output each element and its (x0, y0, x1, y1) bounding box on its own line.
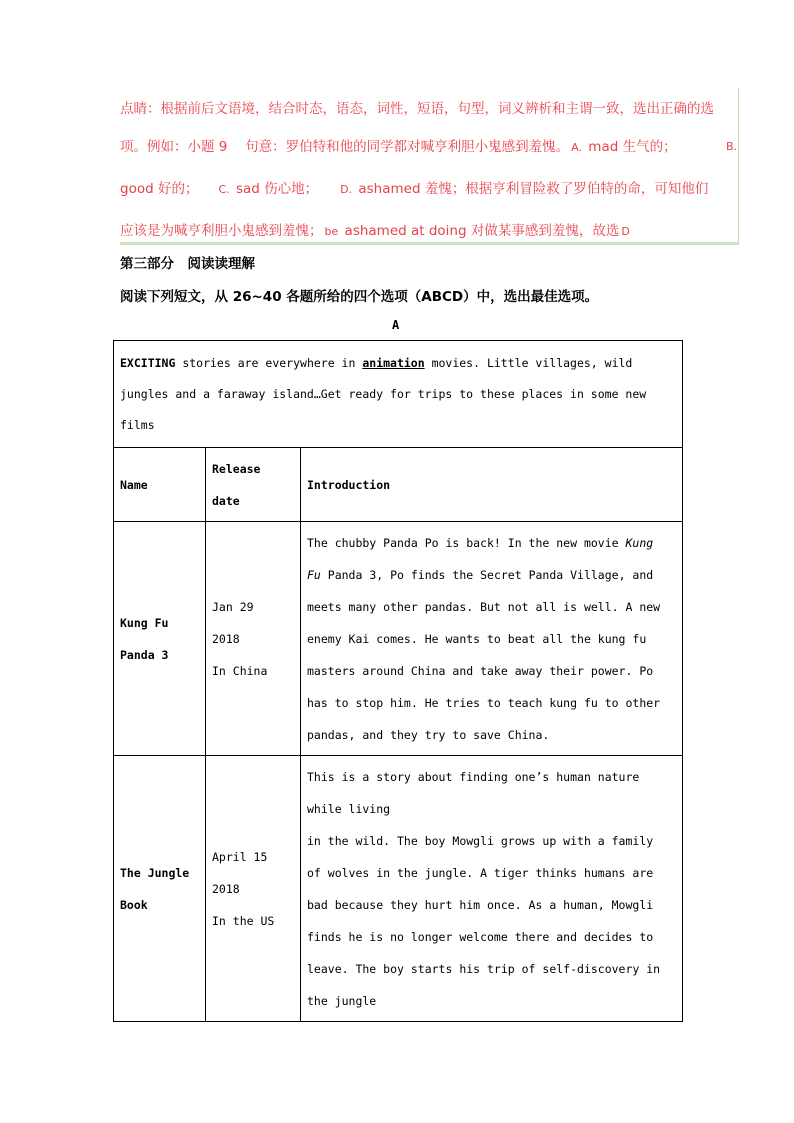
reading-instruction: 阅读下列短文，从 26~40 各题所给的四个选项（ABCD）中，选出最佳选项。 (120, 289, 599, 305)
film-introduction: This is a story about finding one’s human nature while living in the wild. The boy Mowgli grows up with a family of wolves in the jungle. A tiger thinks humans are bad because they hurt him once. As a human, Mowgli finds he is no longer welcome there and decides to leave. The boy starts his trip of self-discovery in the jungle (301, 756, 683, 1022)
animation-word: animation (362, 355, 425, 370)
film-row-kung-fu-panda (114, 522, 683, 756)
header-release-date: Release date (206, 448, 301, 522)
explanation-line-2: 项。例如：小题 9 句意：罗伯特和他的同学都对喊亨利胆小鬼感到羞愧。 A. mad 生气的； (120, 139, 677, 155)
film-release: April 15 2018 In the US (206, 756, 301, 1022)
intro-cell: EXCITING stories are everywhere in animation movies. Little villages, wild jungles and a faraway island…Get ready for trips to these places in some new films (114, 341, 683, 448)
header-row (114, 448, 683, 522)
option-b-label: B. (726, 140, 738, 153)
explanation-line-1: 点睛：根据前后文语境，结合时态，语态，词性，短语，句型，词义辨析和主谓一致，选出正确的选 (120, 101, 714, 117)
intro-row (114, 341, 683, 448)
answer-explanation-box (120, 88, 739, 245)
film-table (113, 340, 683, 1022)
film-release: Jan 29 2018 In China (206, 522, 301, 756)
section-title: 第三部分 阅读读理解 (120, 256, 255, 272)
exciting-word: EXCITING (120, 355, 176, 370)
film-name: Kung Fu Panda 3 (114, 522, 206, 756)
header-name: Name (114, 448, 206, 522)
film-row-jungle-book (114, 756, 683, 1022)
explanation-line-3: good 好的； C. sad 伤心地； D. ashamed 羞愧；根据亨利冒险救了罗伯特的命，可知他们 (120, 181, 709, 197)
intro-line-2: jungles and a faraway island…Get ready for trips to these places in some new (120, 386, 647, 401)
header-introduction: Introduction (301, 448, 683, 522)
film-introduction: The chubby Panda Po is back! In the new movie Kung Fu Panda 3, Po finds the Secret Panda Village, and meets many other pandas. But not all is well. A new enemy Kai comes. He wants to beat all the kung fu masters around China and take away their power. Po has to stop him. He tries to teach kung fu to other pandas, and they try to save China. (301, 522, 683, 756)
passage-label: A (392, 318, 400, 332)
film-name: The Jungle Book (114, 756, 206, 1022)
intro-line-3: films (120, 417, 155, 432)
explanation-line-4: 应该是为喊亨利胆小鬼感到羞愧； be ashamed at doing 对做某事感到羞愧，故选 D (120, 223, 630, 239)
